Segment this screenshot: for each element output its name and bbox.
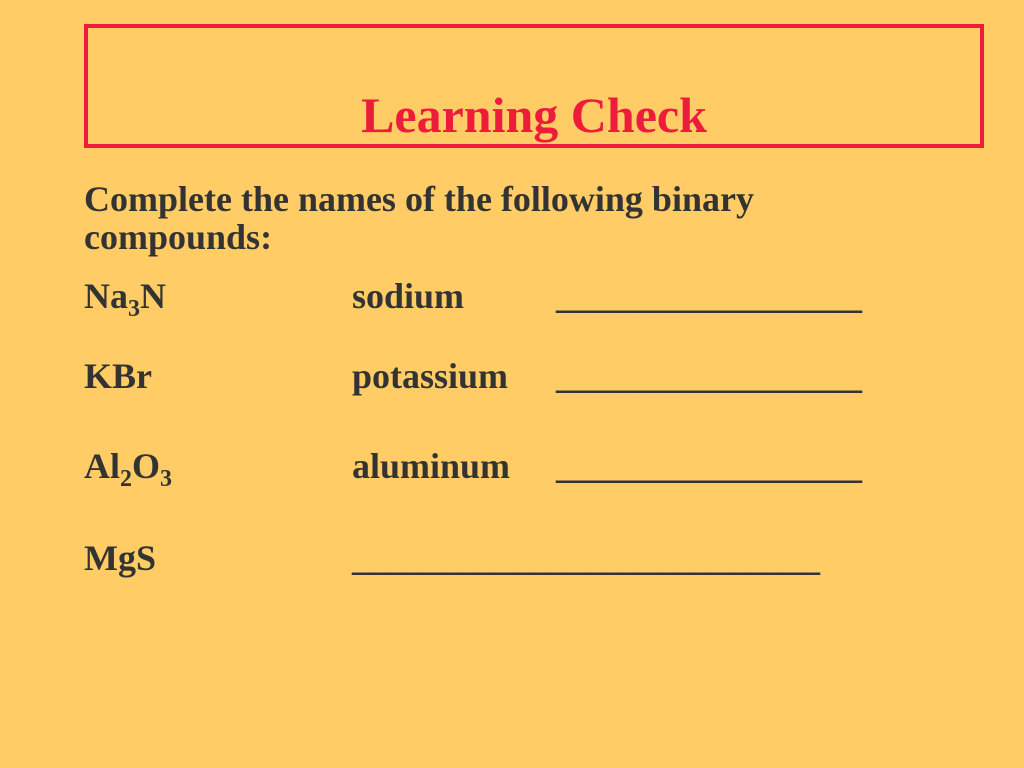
compound-name-start: sodium bbox=[352, 276, 465, 316]
chemical-formula: $Al_2O_3$ bbox=[84, 446, 173, 492]
chemical-formula: MgS bbox=[84, 538, 156, 578]
compound-name-start: aluminum bbox=[352, 446, 511, 486]
answer-blank: _________________ bbox=[556, 356, 862, 396]
chemical-formula: $Na_3N$ bbox=[84, 276, 166, 322]
slide-title: Learning Check bbox=[361, 87, 707, 143]
answer-blank: _________________ bbox=[556, 446, 862, 486]
chemical-formula: KBr bbox=[84, 356, 152, 396]
compound-name-start: potassium bbox=[352, 356, 509, 396]
instruction-text: Complete the names of the following binary compounds: bbox=[84, 179, 754, 257]
answer-blank: _________________ bbox=[556, 276, 862, 316]
answer-blank: __________________________ bbox=[352, 538, 820, 578]
title-frame bbox=[84, 24, 984, 148]
